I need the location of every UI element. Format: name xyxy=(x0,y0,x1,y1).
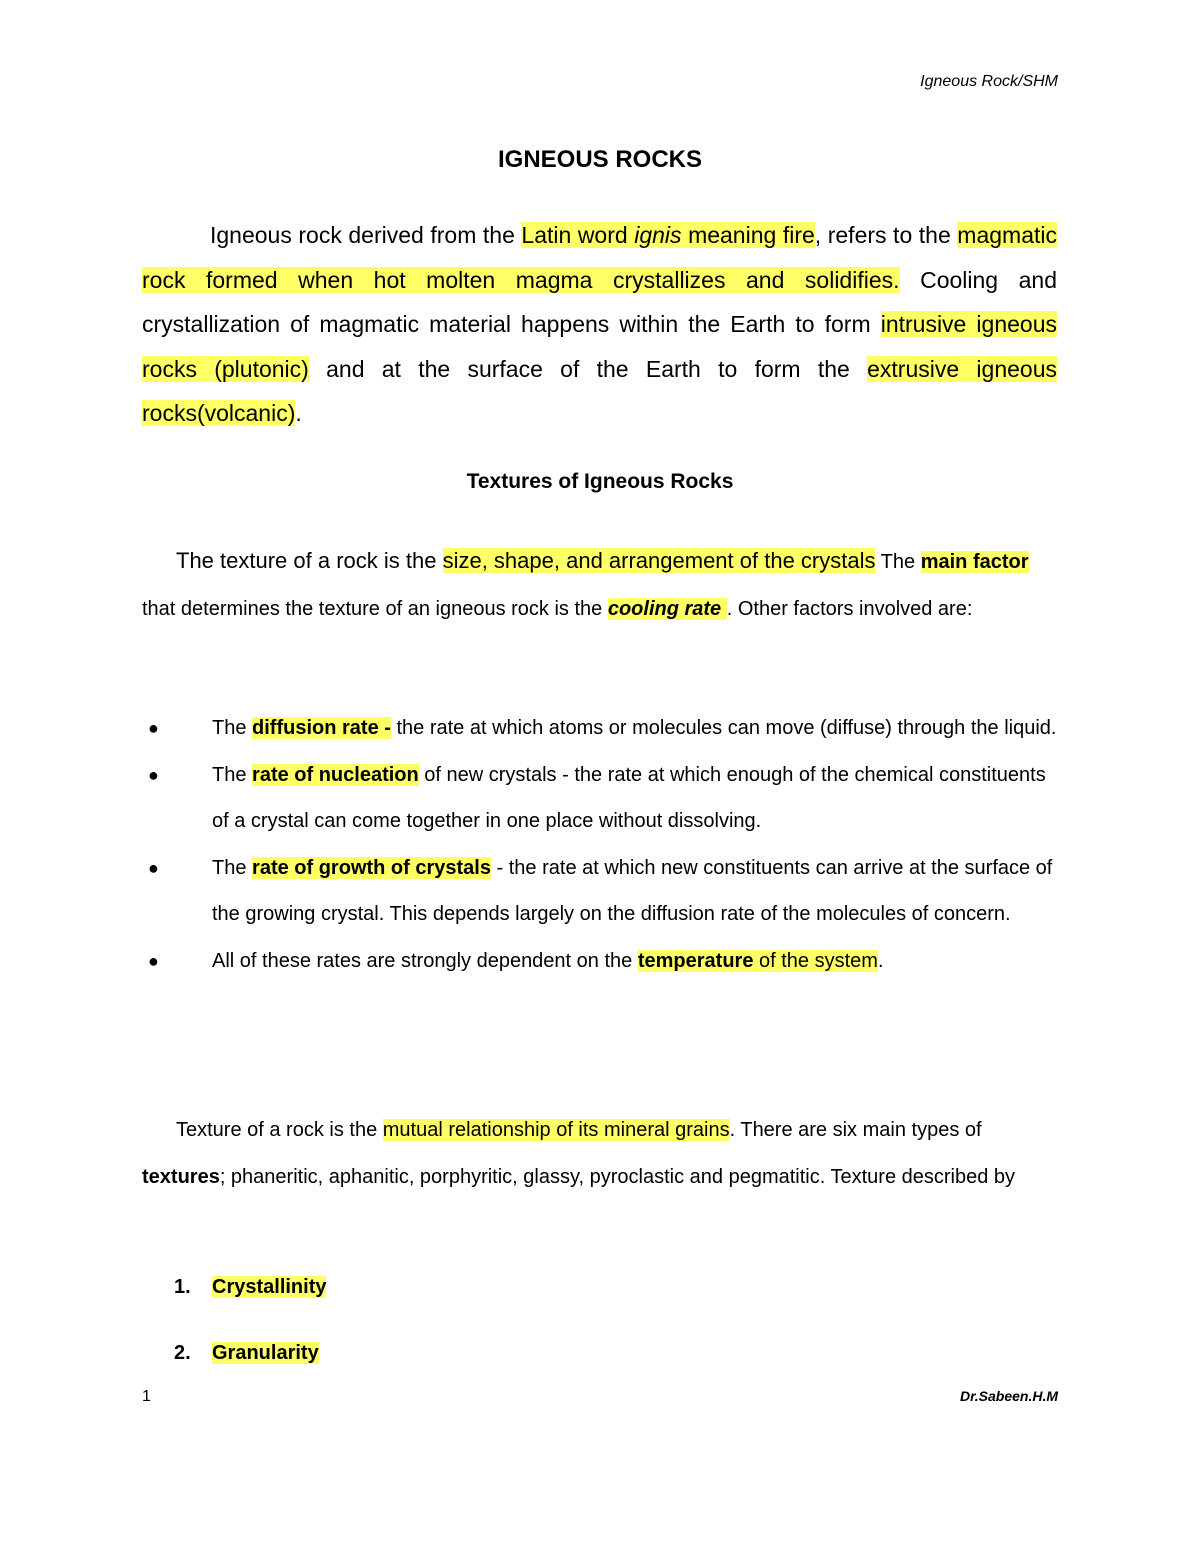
bullet-highlight: rate of growth of crystals xyxy=(252,856,491,879)
texture-paragraph xyxy=(142,538,1057,632)
para2-text-2: . There are six main types of xyxy=(729,1119,982,1141)
bullet-icon: ● xyxy=(148,857,159,878)
intro-highlight-1 xyxy=(521,222,814,248)
bullet-icon: ● xyxy=(148,950,159,971)
numbered-item-1 xyxy=(142,1276,742,1299)
bullet-icon: ● xyxy=(148,764,159,785)
page-title: IGNEOUS ROCKS xyxy=(497,146,703,173)
numbered-item-2 xyxy=(142,1342,742,1365)
running-header: Igneous Rock/SHM xyxy=(920,73,1058,90)
list-item xyxy=(142,1342,742,1365)
intro-highlight-1b: meaning fire xyxy=(681,222,815,248)
factor-list xyxy=(142,705,1062,984)
texture-text-4: . Other factors involved are: xyxy=(726,597,973,620)
list-item xyxy=(142,705,1062,752)
bullet-text: The xyxy=(212,856,253,879)
texture-highlight-2: main factor xyxy=(920,551,1029,573)
texture-highlight-1: size, shape, and arrangement of the crystals xyxy=(442,548,876,573)
bullet-text: All of these rates are strongly dependent on the xyxy=(212,949,638,972)
bullet-text: . xyxy=(877,949,884,972)
para2-bold: textures xyxy=(142,1165,220,1188)
list-number: 1. xyxy=(174,1276,191,1298)
list-item xyxy=(142,752,1062,845)
bullet-text: The xyxy=(212,717,253,739)
bullet-icon: ● xyxy=(148,718,159,738)
footer-author: Dr.Sabeen.H.M xyxy=(959,1388,1058,1404)
bullet-highlight: rate of nucleation xyxy=(252,763,419,786)
section-heading: Textures of Igneous Rocks xyxy=(466,470,734,493)
bullet-highlight-2: of the system xyxy=(753,949,878,972)
texture-highlight-3: cooling rate xyxy=(607,597,727,620)
intro-highlight-3: intrusive igneous rocks (plutonic) xyxy=(142,311,1057,382)
texture-text-1: The texture of a rock is the xyxy=(176,548,443,573)
list-item xyxy=(142,845,1062,938)
list-number: 2. xyxy=(174,1342,191,1364)
intro-highlight-italic: ignis xyxy=(634,222,682,248)
texture-text-3: that determines the texture of an igneous rock is the xyxy=(142,597,608,620)
intro-text-3: Cooling and crystallization of magmatic material happens within the Earth to form xyxy=(142,266,1057,337)
texture-types-paragraph xyxy=(142,1107,1057,1200)
intro-text-4: and at the surface of the Earth to form the xyxy=(308,355,868,382)
para2-highlight: mutual relationship of its mineral grains xyxy=(382,1119,730,1141)
bullet-highlight: diffusion rate - xyxy=(252,717,391,739)
list-label: Crystallinity xyxy=(212,1276,327,1298)
list-label: Granularity xyxy=(212,1342,319,1364)
texture-text-2: The xyxy=(875,551,921,573)
page-number: 1 xyxy=(142,1388,151,1405)
intro-paragraph xyxy=(142,213,1057,436)
intro-highlight-1a: Latin word xyxy=(521,222,635,248)
para2-text-3: ; phaneritic, aphanitic, porphyritic, glassy, pyroclastic and pegmatitic. Texture described by xyxy=(219,1165,1016,1188)
intro-highlight-4: extrusive igneous rocks(volcanic) xyxy=(142,355,1058,426)
intro-highlight-2: magmatic rock formed when hot molten magma crystallizes and solidifies. xyxy=(142,222,1057,293)
bullet-text: the rate at which atoms or molecules can move (diffuse) through the liquid. xyxy=(390,717,1057,739)
intro-text-1: Igneous rock derived from the xyxy=(210,222,522,248)
intro-text-2: , refers to the xyxy=(814,222,958,248)
list-item xyxy=(142,938,1062,985)
bullet-highlight: temperature xyxy=(637,949,754,972)
bullet-text: The xyxy=(212,763,253,786)
bullet-text: - the rate at which new constituents can arrive at the surface of the growing crystal. This depends largely on the diffusion rate of the molecules of concern. xyxy=(212,856,1053,925)
bullet-text: of new crystals - the rate at which enough of the chemical constituents of a crystal can come together in one place without dissolving. xyxy=(212,763,1046,832)
list-item xyxy=(142,1276,742,1299)
intro-text-5: . xyxy=(295,400,302,426)
para2-text-1: Texture of a rock is the xyxy=(176,1119,383,1141)
